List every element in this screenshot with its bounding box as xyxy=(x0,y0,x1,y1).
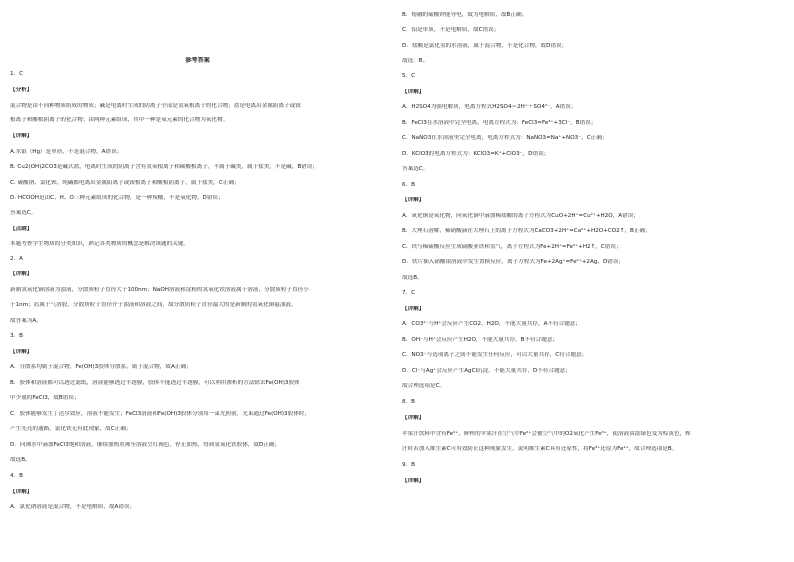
text-line: 汁时若加入维生素C可有效防止这种现象发生，说明维生素C具有还原性，将Fe³⁺还原为Fe²⁺，故合理选项是B。 xyxy=(402,446,678,452)
text-line: C．胶体能够发生丁达尔效应，溶液不能发生；FeCl3溶液和Fe(OH)3胶体分别用一束光照射，光束通过Fe(OH)3胶体时， xyxy=(10,411,310,417)
text-line: 答案选C。 xyxy=(402,166,429,172)
text-line: 故选B。 xyxy=(402,275,423,281)
text-line: 【详解】 xyxy=(10,271,33,277)
text-line: 故答案为A。 xyxy=(10,318,42,324)
text-line: A．氧化铜是氧化物，向氧化铜中滴加稀盐酸的离子方程式为CuO+2H⁺=Cu²⁺+H2O，A错误； xyxy=(402,213,639,219)
text-line: 故选：B。 xyxy=(402,58,429,64)
answer-title: 参考答案 xyxy=(185,57,210,64)
text-line: 【详解】 xyxy=(402,415,425,421)
text-line: D. HCOOH是由C、H、O三种元素组成的化合物，是一种羧酸，不是氧化物，D错误； xyxy=(10,195,224,201)
text-line: D．KClO3的电离方程式为：KClO3=K⁺+ClO3⁻，D错误； xyxy=(402,151,550,157)
text-line: 【详解】 xyxy=(402,89,425,95)
text-line: 3．B xyxy=(10,333,23,339)
text-line: B．胶体和溶液都可以透过滤纸，溶液能够透过半透膜，胶体不能透过半透膜，可以利用渗析的方法除去Fe(OH)3胶体 xyxy=(10,380,300,386)
text-line: B．FeCl3在水溶液中完全电离，电离方程式为：FeCl3=Fe³⁺+3Cl⁻，B错误； xyxy=(402,120,597,126)
text-line: 故合理选项是C。 xyxy=(402,383,446,389)
text-line: B．大理石溶解，稀硝酸滴在大理石上的离子方程式为CaCO3+2H⁺=Ca²⁺+H2O+CO2↑，B正确； xyxy=(402,228,651,234)
text-line: C．铁与稀硫酸反应生成硫酸亚铁和氢气，离子方程式为Fe+2H⁺=Fe²⁺+H2↑，C错误； xyxy=(402,244,622,250)
text-line: A．氯化钠溶液是混合物，不是电解质，故A错误； xyxy=(10,504,136,510)
text-line: 5．C xyxy=(402,73,416,79)
text-line: 根离子和酸根阴离子的化合物；由两种元素组成，其中一种是氧元素的化合物为氧化物。 xyxy=(10,117,229,123)
text-line: 【详解】 xyxy=(402,478,425,484)
text-line: 混合物是由不同种物质组成的物质；碱是电离时生成的阴离子全部是氢氧根离子的化合物；盐是电离出金属阳离子或铵 xyxy=(10,103,301,109)
text-line: 苹果汁饮料中含有Fe²⁺，鲜榨的苹果汁在空气中Fe²⁺会被空气中的O2氧化产生Fe³⁺，使溶液由淡绿色变为棕黄色，榨 xyxy=(402,431,691,437)
text-line: 【详解】 xyxy=(10,489,33,495)
text-line: A.水银（Hg）是单质，不是混合物，A错误； xyxy=(10,149,123,155)
text-line: C. 碳酸钠、氯化钡、纯碱都电离出金属阳离子或铵根离子和酸根阴离子，属于盐类，C正确； xyxy=(10,180,240,186)
text-line: 答案选C。 xyxy=(10,210,37,216)
text-line: 【详解】 xyxy=(402,197,425,203)
text-line: 【点睛】 xyxy=(10,226,33,232)
text-line: 【详解】 xyxy=(402,306,425,312)
text-line: 本题考查学生物质的分类知识，熟记各类物质的概念是解决该题的关键。 xyxy=(10,241,190,247)
text-line: 【详解】 xyxy=(10,133,33,139)
text-line: C．铝是单质，不是电解质，故C错误； xyxy=(402,27,500,33)
text-line: D．盐酸是氯化氢的水溶液，属于混合物，不是化合物，故D错误； xyxy=(402,43,568,49)
text-line: C．NO3⁻与选项离子之间不能发生任何反应，可以大量共存，C符合题意； xyxy=(402,352,588,358)
text-line: C．NaNO3在水溶液里完全电离，电离方程式为：NaNO3=Na⁺+NO3⁻，C正确； xyxy=(402,135,608,141)
text-line: B. Cu2(OH)2CO3是碱式盐，电离时生成的阴离子含有氢氧根离子和碳酸根离子，不属于碱类，属于盐类，不是碱，B错误； xyxy=(10,164,318,170)
text-line: 新制氢氧化铜溶液为浊液，分散质粒子直径大于100nm；NaOH溶液和淀粉的氢氧化铁溶液属于溶液，分散质粒子直径小 xyxy=(10,287,309,293)
text-line: 8．B xyxy=(402,399,415,405)
text-line: 6．B xyxy=(402,182,415,188)
text-line: 【详解】 xyxy=(10,349,33,355)
text-line: A．分散系均属于混合物，Fe(OH)3胶体分散系，属于混合物，故A正确； xyxy=(10,364,192,370)
text-line: 于1nm；盾属于气溶胶，分散质粒子直径介于浊液和溶液之间，故分散质粒子直径最大的是新制的氢氧化铜悬浊液， xyxy=(10,302,297,308)
text-line: A．H2SO4为强电解质，电离方程式H2SO4＝2H⁺＋SO4²⁻，A错误； xyxy=(402,104,577,110)
text-line: 故选B。 xyxy=(10,457,31,463)
text-line: 2．A xyxy=(10,256,23,262)
text-line: D．铁片插入硝酸银溶液中发生置换反应，离子方程式为Fe+2Ag⁺=Fe²⁺+2Ag，D错误； xyxy=(402,259,625,265)
text-line: 【分析】 xyxy=(10,87,33,93)
text-line: D．向沸水中滴加FeCl3饱和溶液，继续加热煮沸至溶液呈红褐色，停止加热，得到氢氧化铁胶体，故D正确； xyxy=(10,442,281,448)
text-line: 4．B xyxy=(10,473,23,479)
text-line: B．OH⁻与H⁺会反应产生H2O，不能大量共存，B不符合题意； xyxy=(402,337,559,343)
text-line: 产生光亮的通路，氯化铁无有此现象，故C正确； xyxy=(10,426,132,432)
text-line: 1．C xyxy=(10,71,24,77)
text-line: A．CO3²⁻与H⁺会反应产生CO2、H2O，不能大量共存，A不符合题意； xyxy=(402,321,581,327)
text-line: D．Cl⁻与Ag⁺会反应产生AgCl沉淀，不能大量共存，D不符合题意； xyxy=(402,368,571,374)
text-line: 中少量的FeCl3，故B错误； xyxy=(10,395,80,401)
text-line: 9．B xyxy=(402,462,415,468)
text-line: B．熔融的硫酸钾能导电，故为电解质，故B正确； xyxy=(402,12,528,18)
text-line: 7．C xyxy=(402,290,416,296)
